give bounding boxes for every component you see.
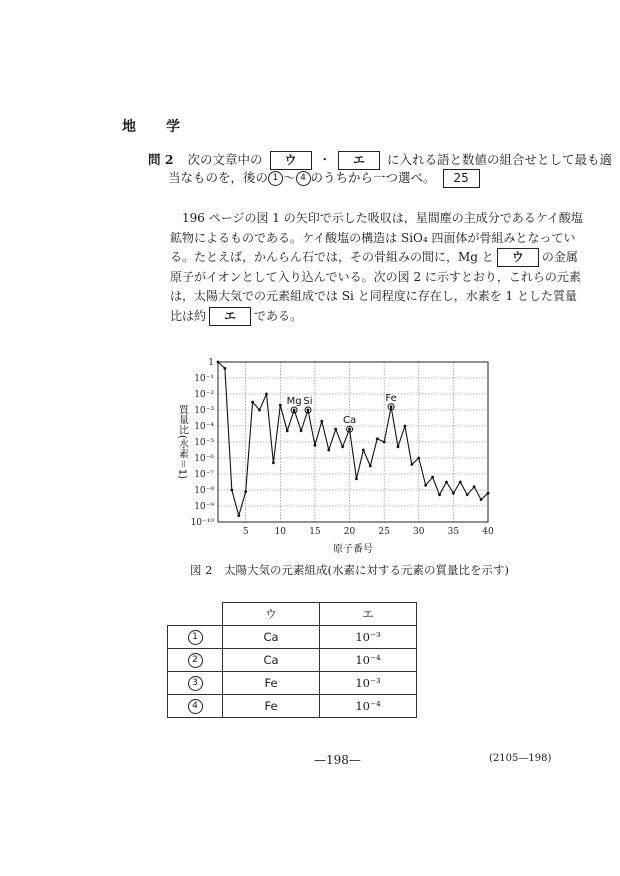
data-point <box>320 420 323 423</box>
page-code: (2105—198) <box>489 753 552 764</box>
data-point <box>452 492 455 495</box>
choice-e-cell: 10⁻³ <box>320 626 417 649</box>
choice-u-cell: Ca <box>223 649 320 672</box>
data-point <box>251 401 254 404</box>
range-sign: 〜 <box>283 170 296 185</box>
y-tick-label: 10⁻³ <box>194 406 214 416</box>
data-point <box>390 405 393 408</box>
data-point <box>224 367 227 370</box>
data-point <box>487 492 490 495</box>
element-label-ca: Ca <box>342 415 357 427</box>
choice-number-cell <box>168 626 223 649</box>
data-point <box>334 428 337 431</box>
choice-number-cell <box>168 649 223 672</box>
data-point <box>410 463 413 466</box>
y-tick-label: 10⁻² <box>194 390 214 400</box>
data-point <box>341 445 344 448</box>
choice-e-cell: 10⁻³ <box>320 672 417 695</box>
x-tick-label: 30 <box>413 527 425 537</box>
data-point <box>431 476 434 479</box>
question-text: に入れる語と数値の組合せとして最も適 <box>387 152 613 167</box>
element-label-si: Si <box>303 396 313 407</box>
choice-circle: 3 <box>188 676 203 691</box>
y-tick-label: 10⁻¹⁰ <box>190 518 214 528</box>
y-tick-label: 10⁻⁸ <box>194 486 214 496</box>
data-point <box>459 481 462 484</box>
question-text: のうちから一つ選べ。 <box>310 170 436 185</box>
choice-circle: 1 <box>188 630 203 645</box>
blank-box-u: ウ <box>270 151 312 170</box>
figure-caption: 図 2 太陽大気の元素組成(水素に対する元素の質量比を示す) <box>190 563 509 577</box>
passage-line <box>170 307 548 327</box>
data-point <box>230 489 233 492</box>
data-point <box>258 409 261 412</box>
x-tick-label: 5 <box>242 527 249 537</box>
x-tick-label: 40 <box>482 527 494 537</box>
data-point <box>355 477 358 480</box>
passage-line <box>170 248 578 268</box>
passage-text: である。 <box>254 308 303 323</box>
y-tick-label: 10⁻⁵ <box>194 438 214 448</box>
passage-line: は，太陽大気での元素組成では Si と同程度に存在し，水素を 1 とした質量 <box>170 289 577 304</box>
data-point <box>272 461 275 464</box>
x-axis-label: 原子番号 <box>333 544 373 555</box>
data-point <box>480 498 483 501</box>
choice-circle-first: 1 <box>268 171 283 186</box>
x-tick-label: 35 <box>447 527 460 537</box>
data-point <box>244 490 247 493</box>
blank-box-e: エ <box>338 151 380 170</box>
data-point <box>397 445 400 448</box>
table-row <box>168 649 417 672</box>
choice-u-cell: Fe <box>223 672 320 695</box>
data-point <box>404 425 407 428</box>
passage-text: る。たとえば，かんらん石では，その骨組みの間に，Mg と <box>170 250 494 265</box>
page-number: —198— <box>314 753 361 767</box>
blank-box-e: エ <box>209 307 251 326</box>
data-point <box>293 409 296 412</box>
choice-u-cell: Ca <box>223 626 320 649</box>
data-point <box>307 409 310 412</box>
question-number: 問 2 <box>148 152 174 167</box>
choice-e-cell: 10⁻⁴ <box>320 649 417 672</box>
data-point <box>327 449 330 452</box>
data-point <box>445 481 448 484</box>
subject-heading: 地 学 <box>122 119 188 135</box>
table-row <box>168 695 417 718</box>
passage-text: 比は約 <box>170 308 207 323</box>
data-point <box>279 404 282 407</box>
y-tick-label: 10⁻¹ <box>194 374 214 384</box>
element-abundance-chart <box>170 350 510 558</box>
y-tick-label: 10⁻⁷ <box>194 470 214 480</box>
passage-line: 196 ページの図 1 の矢印で示した吸収は，星間塵の主成分であるケイ酸塩 <box>182 211 583 225</box>
data-point <box>424 484 427 487</box>
x-tick-label: 25 <box>378 527 390 537</box>
question-text: 当なものを，後の <box>168 170 269 185</box>
data-point <box>466 493 469 496</box>
data-point <box>369 465 372 468</box>
table-header-row <box>168 603 417 626</box>
answer-choices-table <box>167 602 417 718</box>
x-tick-label: 10 <box>274 527 287 537</box>
table-row <box>168 672 417 695</box>
passage-line: 原子がイオンとして入り込んでいる。次の図 2 に示すとおり，これらの元素 <box>170 269 581 284</box>
abundance-series-line <box>218 362 488 516</box>
choice-number-cell <box>168 695 223 718</box>
blank-box-u: ウ <box>497 248 539 267</box>
data-point <box>237 514 240 517</box>
data-point <box>217 361 220 364</box>
data-point <box>473 485 476 488</box>
table-header-e: エ <box>320 603 417 626</box>
answer-number-box: 25 <box>443 169 480 188</box>
passage <box>170 209 583 327</box>
data-point <box>314 444 317 447</box>
y-tick-label: 10⁻⁴ <box>194 422 214 432</box>
choice-number-cell <box>168 672 223 695</box>
data-point <box>383 441 386 444</box>
data-point <box>362 449 365 452</box>
element-label-mg: Mg <box>286 396 302 407</box>
passage-line: 鉱物によるものである。ケイ酸塩の構造は SiO₄ 四面体が骨組みとなってい <box>170 230 576 245</box>
table-header-blank <box>168 603 223 626</box>
data-point <box>417 457 420 460</box>
data-point <box>265 393 268 396</box>
y-tick-label: 1 <box>208 358 214 368</box>
passage-text: の金属 <box>541 250 578 265</box>
data-point <box>348 428 351 431</box>
table-row <box>168 626 417 649</box>
choice-u-cell: Fe <box>223 695 320 718</box>
y-tick-label: 10⁻⁹ <box>194 502 214 512</box>
data-point <box>300 429 303 432</box>
data-point <box>438 493 441 496</box>
question-line-1 <box>148 150 612 170</box>
element-label-fe: Fe <box>385 392 397 404</box>
table-header-u: ウ <box>223 603 320 626</box>
separator-dot: ・ <box>318 152 332 167</box>
y-tick-label: 10⁻⁶ <box>194 454 214 464</box>
data-point <box>286 429 289 432</box>
choice-circle-last: 4 <box>296 171 311 186</box>
choice-circle: 4 <box>188 699 203 714</box>
x-tick-label: 15 <box>309 527 321 537</box>
x-tick-label: 20 <box>343 527 356 537</box>
y-axis-label: 質量比(水素＝1) <box>176 404 188 480</box>
choice-e-cell: 10⁻⁴ <box>320 695 417 718</box>
question-line-2 <box>168 168 483 188</box>
data-point <box>376 437 379 440</box>
choice-circle: 2 <box>188 653 203 668</box>
question-text: 次の文章中の <box>187 152 263 167</box>
